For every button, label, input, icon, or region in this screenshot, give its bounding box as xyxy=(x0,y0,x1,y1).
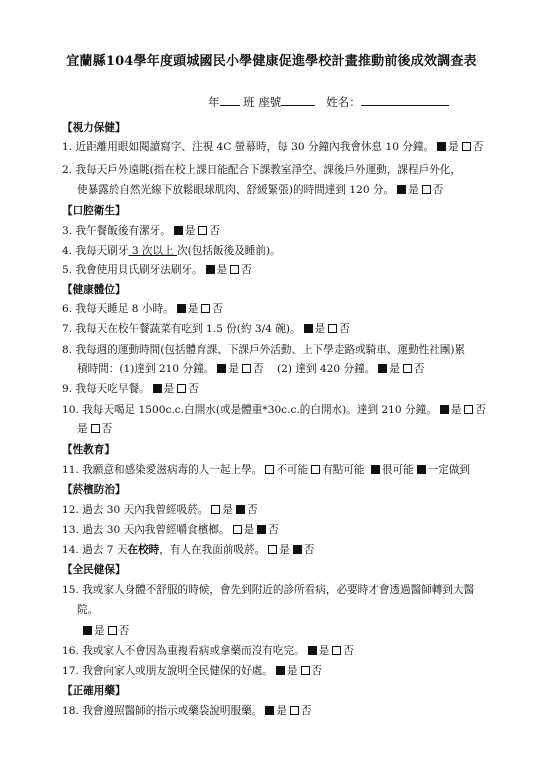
question-17 xyxy=(62,663,322,678)
option-no: 否 xyxy=(209,225,221,237)
checkbox-yes[interactable] xyxy=(276,666,285,675)
option-no: 否 xyxy=(252,363,264,375)
question-10-line-2 xyxy=(77,421,112,436)
option-no: 否 xyxy=(475,404,486,416)
option-yes: 是 xyxy=(163,383,175,395)
filled-answer[interactable]: 3 次以上 xyxy=(128,245,178,257)
section-insurance: 【全民健保】 xyxy=(62,564,126,576)
option-no: 否 xyxy=(303,544,315,556)
question-12 xyxy=(62,502,258,517)
option-yes: 是 xyxy=(243,524,255,536)
question-text: 1. 近距離用眼如閱讀寫字、注視 4C 螢幕時，每 30 分鐘內我會休息 10 分鐘。 xyxy=(62,141,435,153)
option-yes: 是 xyxy=(448,141,459,153)
checkbox-yes[interactable] xyxy=(83,626,92,635)
student-info-row xyxy=(208,93,449,110)
option-yes: 是 xyxy=(184,225,196,237)
checkbox-yes[interactable] xyxy=(174,226,183,235)
question-emphasis: 在校時 xyxy=(127,544,160,556)
question-2-line-1: 2. 我每天戶外遠眺(指在校上課日能配合下課教室淨空、課後戶外運動，課程戶外化， xyxy=(62,164,461,176)
checkbox-yes[interactable] xyxy=(308,646,317,655)
question-16 xyxy=(62,643,354,658)
checkbox-no[interactable] xyxy=(403,364,412,373)
question-text: 9. 我每天吃早餐。 xyxy=(62,383,150,395)
question-9 xyxy=(62,381,199,396)
option-no: 否 xyxy=(188,383,199,395)
checkbox-no[interactable] xyxy=(293,545,302,554)
question-text: (2) 達到 420 分鐘。 xyxy=(276,363,376,375)
option-yes: 是 xyxy=(276,705,287,717)
option-yes: 是 xyxy=(279,544,290,556)
checkbox-no[interactable] xyxy=(198,226,207,235)
option-yes: 是 xyxy=(228,363,239,375)
checkbox-yes[interactable] xyxy=(265,706,274,715)
question-text: 5. 我會使用貝氏刷牙法刷牙。 xyxy=(62,264,203,276)
option-yes: 是 xyxy=(389,363,400,375)
name-label: 姓名： xyxy=(326,95,361,109)
checkbox-no[interactable] xyxy=(422,185,431,194)
checkbox-no[interactable] xyxy=(177,384,186,393)
section-vision: 【視力保健】 xyxy=(62,122,126,134)
option-no: 否 xyxy=(268,524,279,536)
checkbox-yes[interactable] xyxy=(206,265,215,274)
checkbox-no[interactable] xyxy=(257,525,266,534)
checkbox-no[interactable] xyxy=(332,646,341,655)
question-text: 17. 我會向家人或朋友說明全民健保的好處。 xyxy=(62,665,273,677)
option-label: 一定做到 xyxy=(427,464,470,476)
question-2-line-2 xyxy=(77,182,443,197)
checkbox-no[interactable] xyxy=(290,706,299,715)
question-text: 4. 我每天刷牙 xyxy=(62,245,129,257)
option-yes: 是 xyxy=(216,264,228,276)
checkbox-option[interactable] xyxy=(265,465,274,474)
option-label: 有點可能 xyxy=(322,464,365,476)
question-8-line-1: 8. 我每週的運動時間(包括體育課、下課戶外活動、上下學走路或騎車、運動性社團)累 xyxy=(62,344,466,356)
option-yes: 是 xyxy=(318,645,330,657)
option-no: 否 xyxy=(343,645,354,657)
checkbox-yes[interactable] xyxy=(397,185,406,194)
checkbox-yes[interactable] xyxy=(304,324,313,333)
checkbox-option[interactable] xyxy=(311,465,320,474)
question-text: ，有人在我面前吸菸。 xyxy=(159,544,266,556)
question-5 xyxy=(62,262,252,277)
seat-label: 座號 xyxy=(258,95,282,109)
question-text: 積時間：(1)達到 210 分鐘。 xyxy=(77,363,215,375)
checkbox-option[interactable] xyxy=(371,465,380,474)
grade-label: 年 xyxy=(208,95,220,109)
checkbox-yes[interactable] xyxy=(378,364,387,373)
question-text: 11. 我願意和感染愛滋病毒的人一起上學。 xyxy=(62,464,263,476)
option-no: 否 xyxy=(101,423,113,435)
question-text: 14. 過去 7 天 xyxy=(62,544,128,556)
question-text: 6. 我每天睡足 8 小時。 xyxy=(62,303,174,315)
question-text: 使暴露於自然光線下放鬆眼球肌肉、舒緩緊張)的時間達到 120 分。 xyxy=(77,184,395,196)
checkbox-no[interactable] xyxy=(462,142,471,151)
checkbox-no[interactable] xyxy=(230,265,239,274)
question-7 xyxy=(62,321,350,336)
question-text: 3. 我午餐飯後有潔牙。 xyxy=(62,225,171,237)
option-label: 不可能 xyxy=(276,464,309,476)
checkbox-yes[interactable] xyxy=(153,384,162,393)
question-text: 16. 我或家人不會因為重複看病或拿藥而沒有吃完。 xyxy=(62,645,305,657)
option-yes: 是 xyxy=(408,184,419,196)
checkbox-yes[interactable] xyxy=(177,304,186,313)
seat-blank[interactable] xyxy=(281,93,315,106)
checkbox-yes[interactable] xyxy=(437,142,446,151)
checkbox-no[interactable] xyxy=(464,405,473,414)
option-yes: 是 xyxy=(286,665,298,677)
checkbox-no[interactable] xyxy=(236,505,245,514)
checkbox-no[interactable] xyxy=(201,304,210,313)
question-text: 10. 我每天喝足 1500c.c.白開水(或是體重*30c.c.的白開水)。達到 210 分鐘。 xyxy=(62,404,437,416)
checkbox-no[interactable] xyxy=(91,424,100,433)
option-yes: 是 xyxy=(450,404,462,416)
question-text: 次(包括飯後及睡前)。 xyxy=(177,245,281,257)
checkbox-no[interactable] xyxy=(108,626,117,635)
question-15-line-1: 15. 我或家人身體不舒服的時候，會先到附近的診所看病，必要時才會透過醫師轉到大醫 xyxy=(62,584,475,596)
option-yes: 是 xyxy=(314,323,326,335)
option-no: 否 xyxy=(432,184,444,196)
option-yes: 是 xyxy=(222,504,233,516)
section-oral: 【口腔衛生】 xyxy=(62,205,126,217)
question-text: 18. 我會遵照醫師的指示或藥袋說明服藥。 xyxy=(62,705,263,717)
checkbox-yes[interactable] xyxy=(211,505,220,514)
checkbox-yes[interactable] xyxy=(233,525,242,534)
document-title: 宜蘭縣104學年度頭城國民小學健康促進學校計畫推動前後成效調查表 xyxy=(66,54,477,69)
option-label: 很可能 xyxy=(381,464,414,476)
checkbox-yes[interactable] xyxy=(268,545,277,554)
option-no: 否 xyxy=(472,141,484,153)
question-18 xyxy=(62,703,312,718)
checkbox-no[interactable] xyxy=(242,364,251,373)
question-text: 12. 過去 30 天內我曾經吸菸。 xyxy=(62,504,209,516)
option-yes: 是 xyxy=(77,423,88,435)
class-label: 班 xyxy=(243,95,255,109)
option-yes: 是 xyxy=(94,625,105,637)
checkbox-option[interactable] xyxy=(417,465,426,474)
option-no: 否 xyxy=(246,504,258,516)
question-15-options xyxy=(80,623,129,638)
option-no: 否 xyxy=(300,705,312,717)
question-3 xyxy=(62,223,220,238)
checkbox-no[interactable] xyxy=(301,666,310,675)
question-14 xyxy=(62,542,314,557)
checkbox-yes[interactable] xyxy=(217,364,226,373)
question-text: 7. 我每天在校午餐蔬菜有吃到 1.5 份(約 3/4 碗)。 xyxy=(62,323,301,335)
question-8-line-2 xyxy=(77,361,424,376)
question-11 xyxy=(62,462,470,477)
section-body: 【健康體位】 xyxy=(62,284,126,296)
section-medicine: 【正確用藥】 xyxy=(62,685,126,697)
option-no: 否 xyxy=(413,363,425,375)
question-10 xyxy=(62,402,486,417)
option-yes: 是 xyxy=(187,303,199,315)
question-text: 13. 過去 30 天內我曾經嚼食檳榔。 xyxy=(62,524,230,536)
option-no: 否 xyxy=(118,625,130,637)
option-no: 否 xyxy=(339,323,350,335)
question-13 xyxy=(62,522,279,537)
option-no: 否 xyxy=(212,303,223,315)
question-4 xyxy=(62,243,281,258)
checkbox-no[interactable] xyxy=(328,324,337,333)
checkbox-yes[interactable] xyxy=(440,405,449,414)
question-15-line-2: 院。 xyxy=(77,604,99,616)
question-6 xyxy=(62,301,223,316)
option-no: 否 xyxy=(311,665,323,677)
option-no: 否 xyxy=(241,264,252,276)
section-tobacco: 【菸檳防治】 xyxy=(62,484,126,496)
question-1 xyxy=(62,139,483,154)
section-sex-education: 【性教育】 xyxy=(62,444,115,456)
name-blank[interactable] xyxy=(361,93,449,106)
grade-blank[interactable] xyxy=(220,93,240,106)
